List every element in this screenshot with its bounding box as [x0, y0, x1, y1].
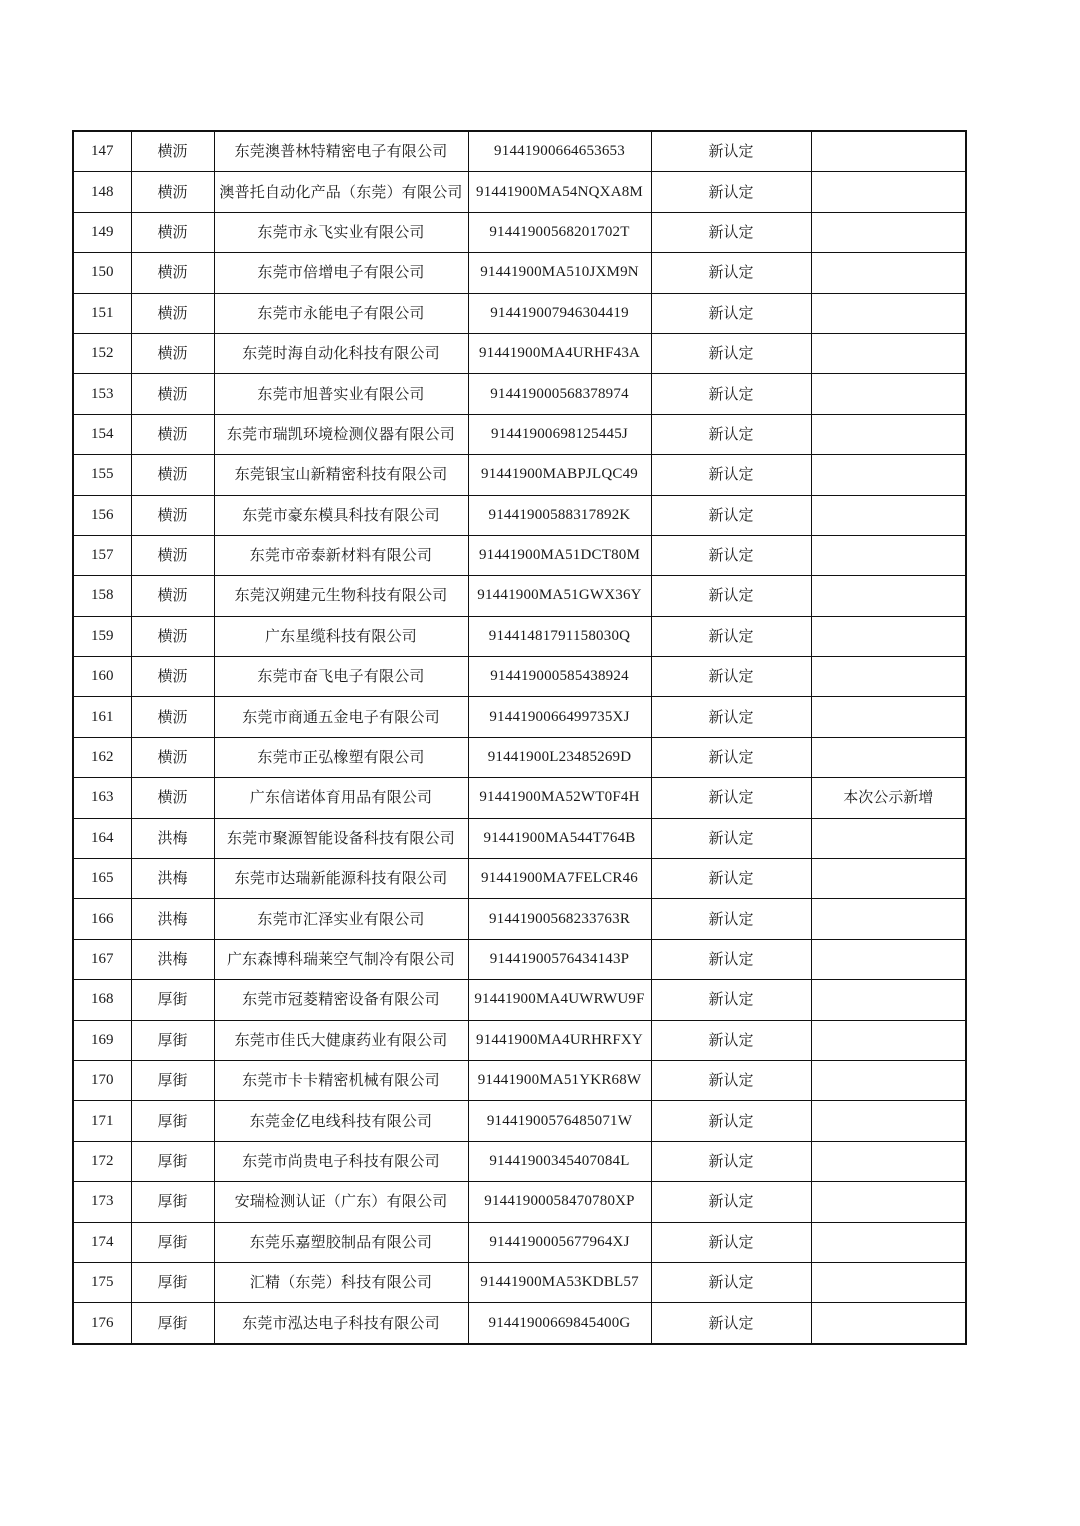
town-cell: 横沥 [131, 212, 214, 252]
certification-type-cell: 新认定 [651, 1060, 811, 1100]
certification-type-cell: 新认定 [651, 172, 811, 212]
table-row [73, 899, 966, 939]
table-row [73, 1020, 966, 1060]
certification-type-cell: 新认定 [651, 1141, 811, 1181]
enterprise-table [72, 130, 967, 1345]
row-number: 166 [73, 899, 131, 939]
company-name-cell: 安瑞检测认证（广东）有限公司 [214, 1182, 468, 1222]
row-number: 160 [73, 657, 131, 697]
remark-cell [811, 616, 966, 656]
credit-code-cell: 914419000585438924 [468, 657, 651, 697]
company-name-cell: 东莞乐嘉塑胶制品有限公司 [214, 1222, 468, 1262]
company-name-cell: 东莞汉朔建元生物科技有限公司 [214, 576, 468, 616]
remark-cell [811, 1303, 966, 1344]
credit-code-cell: 91441900588317892K [468, 495, 651, 535]
certification-type-cell: 新认定 [651, 576, 811, 616]
credit-code-cell: 91441900MA54NQXA8M [468, 172, 651, 212]
credit-code-cell: 91441900MABPJLQC49 [468, 455, 651, 495]
table-body [73, 131, 966, 1344]
company-name-cell: 东莞银宝山新精密科技有限公司 [214, 455, 468, 495]
row-number: 150 [73, 253, 131, 293]
certification-type-cell: 新认定 [651, 374, 811, 414]
credit-code-cell: 91441900MA52WT0F4H [468, 778, 651, 818]
remark-cell [811, 1222, 966, 1262]
row-number: 162 [73, 737, 131, 777]
town-cell: 横沥 [131, 414, 214, 454]
credit-code-cell: 91441481791158030Q [468, 616, 651, 656]
town-cell: 厚街 [131, 980, 214, 1020]
certification-type-cell: 新认定 [651, 818, 811, 858]
certification-type-cell: 新认定 [651, 1222, 811, 1262]
remark-cell [811, 374, 966, 414]
remark-cell [811, 293, 966, 333]
company-name-cell: 东莞市永能电子有限公司 [214, 293, 468, 333]
town-cell: 横沥 [131, 455, 214, 495]
company-name-cell: 东莞市佳氏大健康药业有限公司 [214, 1020, 468, 1060]
certification-type-cell: 新认定 [651, 616, 811, 656]
row-number: 175 [73, 1262, 131, 1302]
company-name-cell: 东莞市帝泰新材料有限公司 [214, 535, 468, 575]
credit-code-cell: 91441900576485071W [468, 1101, 651, 1141]
credit-code-cell: 91441900568233763R [468, 899, 651, 939]
company-name-cell: 东莞市聚源智能设备科技有限公司 [214, 818, 468, 858]
town-cell: 厚街 [131, 1182, 214, 1222]
table-row [73, 657, 966, 697]
credit-code-cell: 91441900568201702T [468, 212, 651, 252]
town-cell: 洪梅 [131, 899, 214, 939]
town-cell: 厚街 [131, 1222, 214, 1262]
company-name-cell: 东莞金亿电线科技有限公司 [214, 1101, 468, 1141]
town-cell: 洪梅 [131, 818, 214, 858]
table-row [73, 535, 966, 575]
row-number: 172 [73, 1141, 131, 1181]
remark-cell [811, 495, 966, 535]
certification-type-cell: 新认定 [651, 1182, 811, 1222]
town-cell: 厚街 [131, 1303, 214, 1344]
certification-type-cell: 新认定 [651, 414, 811, 454]
row-number: 163 [73, 778, 131, 818]
table-row [73, 131, 966, 172]
certification-type-cell: 新认定 [651, 535, 811, 575]
remark-cell [811, 1141, 966, 1181]
company-name-cell: 东莞澳普林特精密电子有限公司 [214, 131, 468, 172]
town-cell: 洪梅 [131, 859, 214, 899]
row-number: 176 [73, 1303, 131, 1344]
town-cell: 横沥 [131, 616, 214, 656]
table-row [73, 455, 966, 495]
remark-cell [811, 253, 966, 293]
certification-type-cell: 新认定 [651, 1262, 811, 1302]
company-name-cell: 东莞市旭普实业有限公司 [214, 374, 468, 414]
certification-type-cell: 新认定 [651, 495, 811, 535]
remark-cell [811, 939, 966, 979]
company-name-cell: 广东森博科瑞莱空气制冷有限公司 [214, 939, 468, 979]
credit-code-cell: 91441900MA4UWRWU9F [468, 980, 651, 1020]
table-row [73, 737, 966, 777]
table-row [73, 495, 966, 535]
certification-type-cell: 新认定 [651, 737, 811, 777]
row-number: 155 [73, 455, 131, 495]
town-cell: 横沥 [131, 576, 214, 616]
remark-cell [811, 818, 966, 858]
table-row [73, 1182, 966, 1222]
remark-cell [811, 212, 966, 252]
company-name-cell: 广东信诺体育用品有限公司 [214, 778, 468, 818]
table-row [73, 980, 966, 1020]
table-row [73, 414, 966, 454]
table-row [73, 293, 966, 333]
remark-cell [811, 576, 966, 616]
row-number: 165 [73, 859, 131, 899]
town-cell: 横沥 [131, 253, 214, 293]
remark-cell [811, 1262, 966, 1302]
remark-cell [811, 1182, 966, 1222]
credit-code-cell: 914419007946304419 [468, 293, 651, 333]
company-name-cell: 澳普托自动化产品（东莞）有限公司 [214, 172, 468, 212]
remark-cell [811, 899, 966, 939]
certification-type-cell: 新认定 [651, 859, 811, 899]
certification-type-cell: 新认定 [651, 455, 811, 495]
row-number: 154 [73, 414, 131, 454]
company-name-cell: 东莞市豪东模具科技有限公司 [214, 495, 468, 535]
company-name-cell: 东莞市卡卡精密机械有限公司 [214, 1060, 468, 1100]
certification-type-cell: 新认定 [651, 657, 811, 697]
table-row [73, 939, 966, 979]
town-cell: 洪梅 [131, 939, 214, 979]
remark-cell [811, 535, 966, 575]
company-name-cell: 东莞市尚贵电子科技有限公司 [214, 1141, 468, 1181]
table-row [73, 697, 966, 737]
table-row [73, 576, 966, 616]
company-name-cell: 东莞市正弘橡塑有限公司 [214, 737, 468, 777]
credit-code-cell: 914419000568378974 [468, 374, 651, 414]
remark-cell [811, 414, 966, 454]
credit-code-cell: 91441900MA51YKR68W [468, 1060, 651, 1100]
table-row [73, 253, 966, 293]
table-row [73, 1101, 966, 1141]
table-row [73, 1060, 966, 1100]
remark-cell [811, 1101, 966, 1141]
row-number: 153 [73, 374, 131, 414]
table-row [73, 212, 966, 252]
credit-code-cell: 91441900MA4URHF43A [468, 333, 651, 373]
town-cell: 厚街 [131, 1020, 214, 1060]
town-cell: 厚街 [131, 1262, 214, 1302]
remark-cell [811, 172, 966, 212]
remark-cell [811, 455, 966, 495]
company-name-cell: 东莞市汇泽实业有限公司 [214, 899, 468, 939]
company-name-cell: 东莞市商通五金电子有限公司 [214, 697, 468, 737]
remark-cell [811, 697, 966, 737]
town-cell: 横沥 [131, 697, 214, 737]
certification-type-cell: 新认定 [651, 212, 811, 252]
town-cell: 横沥 [131, 333, 214, 373]
company-name-cell: 东莞市倍增电子有限公司 [214, 253, 468, 293]
credit-code-cell: 9144190005677964XJ [468, 1222, 651, 1262]
credit-code-cell: 91441900MA510JXM9N [468, 253, 651, 293]
company-name-cell: 东莞市达瑞新能源科技有限公司 [214, 859, 468, 899]
row-number: 164 [73, 818, 131, 858]
company-name-cell: 东莞市冠菱精密设备有限公司 [214, 980, 468, 1020]
table-row [73, 616, 966, 656]
table-row [73, 1141, 966, 1181]
certification-type-cell: 新认定 [651, 1303, 811, 1344]
row-number: 152 [73, 333, 131, 373]
town-cell: 横沥 [131, 374, 214, 414]
certification-type-cell: 新认定 [651, 131, 811, 172]
credit-code-cell: 9144190066499735XJ [468, 697, 651, 737]
company-name-cell: 东莞市奋飞电子有限公司 [214, 657, 468, 697]
credit-code-cell: 91441900MA544T764B [468, 818, 651, 858]
table-row [73, 1303, 966, 1344]
credit-code-cell: 91441900698125445J [468, 414, 651, 454]
row-number: 147 [73, 131, 131, 172]
credit-code-cell: 91441900MA7FELCR46 [468, 859, 651, 899]
company-name-cell: 广东星缆科技有限公司 [214, 616, 468, 656]
town-cell: 横沥 [131, 657, 214, 697]
remark-cell [811, 657, 966, 697]
certification-type-cell: 新认定 [651, 333, 811, 373]
certification-type-cell: 新认定 [651, 293, 811, 333]
table-row [73, 818, 966, 858]
credit-code-cell: 91441900L23485269D [468, 737, 651, 777]
remark-cell [811, 333, 966, 373]
row-number: 169 [73, 1020, 131, 1060]
credit-code-cell: 91441900MA51DCT80M [468, 535, 651, 575]
certification-type-cell: 新认定 [651, 980, 811, 1020]
row-number: 151 [73, 293, 131, 333]
table-row [73, 859, 966, 899]
row-number: 173 [73, 1182, 131, 1222]
town-cell: 横沥 [131, 535, 214, 575]
town-cell: 横沥 [131, 131, 214, 172]
certification-type-cell: 新认定 [651, 939, 811, 979]
credit-code-cell: 91441900MA51GWX36Y [468, 576, 651, 616]
certification-type-cell: 新认定 [651, 1020, 811, 1060]
row-number: 174 [73, 1222, 131, 1262]
town-cell: 横沥 [131, 778, 214, 818]
certification-type-cell: 新认定 [651, 899, 811, 939]
row-number: 159 [73, 616, 131, 656]
certification-type-cell: 新认定 [651, 697, 811, 737]
row-number: 149 [73, 212, 131, 252]
company-name-cell: 东莞时海自动化科技有限公司 [214, 333, 468, 373]
credit-code-cell: 91441900664653653 [468, 131, 651, 172]
remark-cell [811, 131, 966, 172]
town-cell: 厚街 [131, 1060, 214, 1100]
certification-type-cell: 新认定 [651, 778, 811, 818]
credit-code-cell: 91441900576434143P [468, 939, 651, 979]
company-name-cell: 东莞市永飞实业有限公司 [214, 212, 468, 252]
remark-cell [811, 1060, 966, 1100]
row-number: 157 [73, 535, 131, 575]
town-cell: 横沥 [131, 172, 214, 212]
town-cell: 厚街 [131, 1141, 214, 1181]
certification-type-cell: 新认定 [651, 1101, 811, 1141]
row-number: 168 [73, 980, 131, 1020]
town-cell: 横沥 [131, 737, 214, 777]
certification-type-cell: 新认定 [651, 253, 811, 293]
credit-code-cell: 91441900669845400G [468, 1303, 651, 1344]
row-number: 170 [73, 1060, 131, 1100]
row-number: 158 [73, 576, 131, 616]
row-number: 161 [73, 697, 131, 737]
company-name-cell: 东莞市瑞凯环境检测仪器有限公司 [214, 414, 468, 454]
table-row [73, 778, 966, 818]
row-number: 171 [73, 1101, 131, 1141]
row-number: 156 [73, 495, 131, 535]
table-row [73, 1262, 966, 1302]
remark-cell [811, 1020, 966, 1060]
remark-cell [811, 980, 966, 1020]
table-row [73, 374, 966, 414]
credit-code-cell: 91441900MA53KDBL57 [468, 1262, 651, 1302]
credit-code-cell: 91441900345407084L [468, 1141, 651, 1181]
remark-cell [811, 859, 966, 899]
company-name-cell: 东莞市泓达电子科技有限公司 [214, 1303, 468, 1344]
table-row [73, 333, 966, 373]
town-cell: 厚街 [131, 1101, 214, 1141]
remark-cell: 本次公示新增 [811, 778, 966, 818]
town-cell: 横沥 [131, 495, 214, 535]
credit-code-cell: 91441900MA4URHRFXY [468, 1020, 651, 1060]
town-cell: 横沥 [131, 293, 214, 333]
credit-code-cell: 91441900058470780XP [468, 1182, 651, 1222]
company-name-cell: 汇精（东莞）科技有限公司 [214, 1262, 468, 1302]
remark-cell [811, 737, 966, 777]
table-row [73, 172, 966, 212]
row-number: 167 [73, 939, 131, 979]
row-number: 148 [73, 172, 131, 212]
table-row [73, 1222, 966, 1262]
